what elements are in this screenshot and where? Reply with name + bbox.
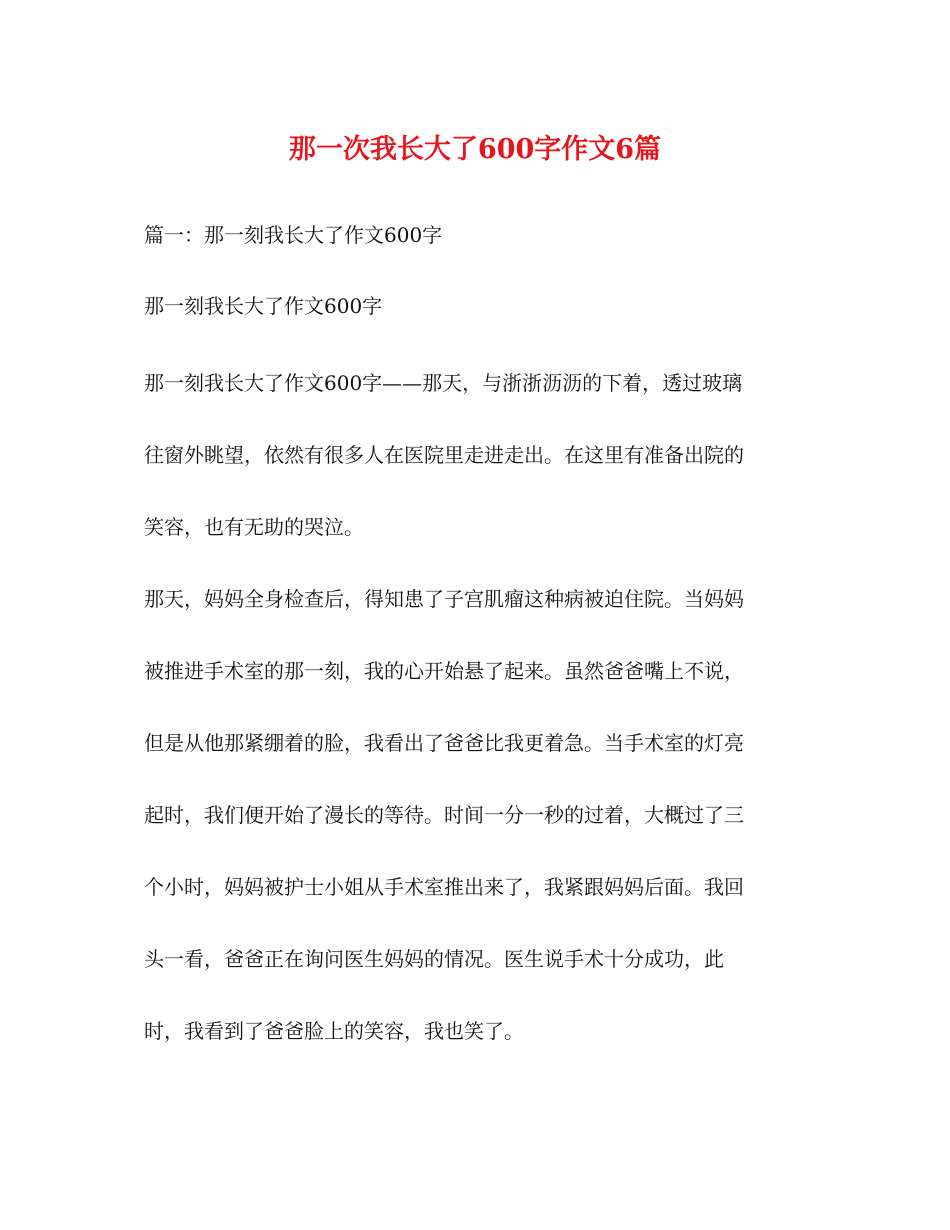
paragraph-line: 但是从他那紧绷着的脸，我看出了爸爸比我更着急。当手术室的灯亮	[144, 731, 744, 755]
document-title: 那一次我长大了600字作文6篇	[288, 134, 662, 165]
section-heading: 篇一：那一刻我长大了作文600字	[144, 223, 443, 247]
paragraph-line: 被推进手术室的那一刻，我的心开始悬了起来。虽然爸爸嘴上不说，	[144, 659, 744, 683]
subheading: 那一刻我长大了作文600字	[144, 294, 383, 318]
paragraph-2	[144, 563, 804, 1067]
paragraph-line: 起时，我们便开始了漫长的等待。时间一分一秒的过着，大概过了三	[144, 803, 744, 827]
paragraph-line: 头一看，爸爸正在询问医生妈妈的情况。医生说手术十分成功，此	[144, 947, 724, 971]
paragraph-line: 那一刻我长大了作文600字——那天，与浙浙沥沥的下着，透过玻璃	[144, 371, 743, 395]
paragraph-line: 往窗外眺望，依然有很多人在医院里走进走出。在这里有准备出院的	[144, 443, 744, 467]
paragraph-line: 个小时，妈妈被护士小姐从手术室推出来了，我紧跟妈妈后面。我回	[144, 875, 744, 899]
paragraph-1	[144, 347, 804, 563]
paragraph-line: 时，我看到了爸爸脸上的笑容，我也笑了。	[144, 1019, 524, 1043]
paragraph-line: 笑容，也有无助的哭泣。	[144, 515, 364, 539]
paragraph-line: 那天，妈妈全身检查后，得知患了子宫肌瘤这种病被迫住院。当妈妈	[144, 587, 744, 611]
